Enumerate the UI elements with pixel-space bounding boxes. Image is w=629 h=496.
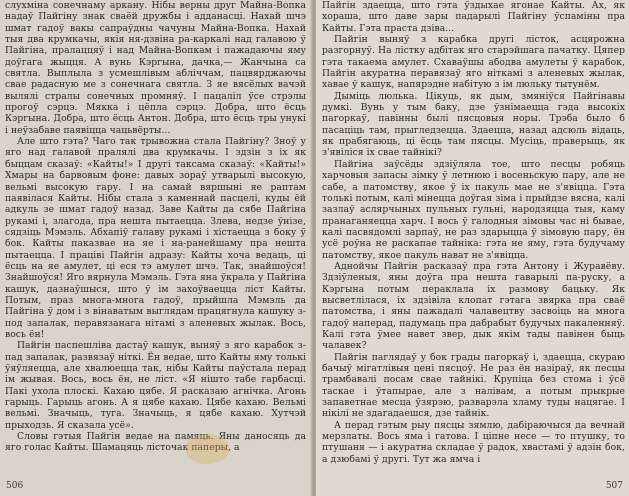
paragraph: Пайгін здаецца, што гэта ўздыхае ягонае Кайты. Ах, як хораша, што даве зары падарылі Пайгіну ўспаміны пра Кайты. Гэта праста дзіва... — [322, 0, 625, 34]
paper-stain — [185, 434, 229, 464]
paragraph: Пайгін выняў з карабка другі лісток, асцярожна разгорнуў. На лістку адбітак яго старэйшага пачатку. Цяпер гэта такаема амулет. Схаваўшы абодва амулеты ў карабок, Пайгін акуратна перавязаў яго ніткамі з аленевых жылак, хавае ў кашук, напярэдне набітую з ім люльку тытунём. — [322, 34, 625, 91]
paragraph: слухміна сонечнаму аркану. Нібы верны друг Майна-Вопка надаў Пайгіну знак сваёй дружбы і адданасці. Нахай шчэ шмат гадоў вакы сапраўдны чачуны Майна-Вопка. Нахай тыя два крумкачы, якія ня-дзвіна ра-каркалі над галавою ў Пайгіна, пралаццяў і над Майна-Вопкам і пажадаючы яму доўгага жыцця. А вунь Кэргына, дачка,— Жанчына са святла. Выплыла з усмешлівым абліччам, пацвярджаючы свае радасную ме з сонечнага святла. З яе вясёлых вачэй вылялі стралы сонечных промняў. І пацаліл ўсе стрэлы прогоў сэрцэ. Мякка і цёпла сэрцэ. Добра, што ёсць Кэргына. Добра, што ёсць Антон. Добра, што ёсць тры унукі і неўзабаве паявіцца чацьвёрты... — [5, 0, 306, 136]
paragraph: Дыміць люлька. Цікуць, як дым, змяніўся Пайгінавы думкі. Вунь у тым баку, дзе ўзнімаецца гэда высокіх пагоркаў, павінны былі пясцовыя норы. Трэба было б пасаціць там, прыгледзецца. Здаецца, назад адсюль відаць, як прабягаюць, ці ёсць там пясцы. Мусіць, праверыць, як з'явіліся іх свае тайнікі? — [322, 90, 625, 159]
paragraph: Словы гэтыя Пайгін ведае на памяць. Яны даносяць да яго голас Кайты. Шамацяць лісточак паперы, а — [5, 431, 306, 454]
left-page — [0, 0, 312, 496]
paragraph: Але што гэта? Чаго так трывожна стала Пайгіну? Зноў у яго над галавой пралялі два крумкачы. І здзін з іх як быццам сказаў: «Кайты!» І другі таксама сказаў: «Кайты!» Хмары на барвовым фоне: давых зораў утварылі высокую, вельмі высокую гару. І на самай вяршыні яе раптам паявілася Кайты. Нібы стала з каменнай пасцелі, куды ёй адкуль зе шмат гадоў назад. Заве Кайты да сябе Пайгіна рукамі і, злагода, пра нешта пытаецца. Злева, недзе ўнізе, сядзіць Мэмэль. Абхапіў галаву рукамі і хістаецца з боку ў бок. Кайты паказвае на яе і на-ранейшаму пра нешта пытаецца. І праціві Пайгін адразу: Кайты хоча ведаць, ці ёсць на яе амулет, ці еся тэ амулет шчэ. Так, знайшоўся! Знайшоўся! Яго вярнула Мэмэль. Гэта яна ўкрала у Пайгіна кашук, дазнаўшыся, што ў ім захоўваецца ліст Кайты. Потым, праз многа-многа гадоў, прыйшла Мэмэль да Пайгіна ў дом і з вінаватым выглядам працягнула кашуку з-под запалак, перавязанага нітамі з аленевых жылак. Вось, вось ён! — [5, 136, 306, 340]
page-number-right: 507 — [605, 481, 623, 491]
paragraph: Пайгін паглядаў у бок грады пагоркаў і, здаецца, скураю бачыў мігатлівыя цені пясцоў. Не раз ён назіраў, як песцы трамбавалі посам свае тайнікі. Крупіца без стома і ўсё таскае і ўтапырае, але з налівам, а потым прыкрые запаветнае месца ўзярэю, разварэла хламу туды нацягае. І нікілі не здагадаешся, дзе тайнік. — [322, 351, 625, 420]
paragraph: А перад гэтым рыу пясцы зямлю, дабіраючыся да вечнай мерзлаты. Вось яма і гатова. І ціпне несе — то птушку, то птушаня — і акуратна складае ў радок, хвастамі ў адзін бок, а дзюбамі ў другі. Тут жа ямча і — [322, 419, 625, 465]
paragraph: Пайгін паспешліва дастаў кашук, выняў з яго карабок з-пад запалак, развязаў ніткі. Ён ведае, што Кайты яму толькі ўяўляецца, але хвалюецца так, нібы Кайты паўстала перад ім жывая. Вось, вось ён, не ліст. «Я нішто табе гарбасці. Пакі ухола плоскі. Кахаю цябе. Я расказаю агнічка. Агонь гарыць. Гарыць агонь. А я цябе кахаю. Цябе кахаю. Вельмі вельмі. Значыць, туга. Значыць, я цябе кахаю. Хутчэй прыходзь. Я сказала усё». — [5, 340, 306, 431]
paragraph: Аднойчы Пайгін расказаў пра гэта Антону і Журавёву. Здзіўленыя, яны доўга пра нешта гаварылі па-руску, а Кэргына потым пераклала іх размову бацьку. Як высветлілася, іх здзівіла клопат гэтага звярка пра сваё патомства, і яны пажадалі чалавецтву засвоіць на многа гадоў наперад, падумаць пра дабрабыт будучых пакаленняў. Калі гэта ўмее навет звер, дык якім тады павінен быць чалавек? — [322, 260, 625, 352]
paragraph: Пайгіна заўсёды здзіўляла тое, што песцы робяць харчовыя запасы зімку ў летнюю і восеньскую пару, але не сабе, а патомству, якое ў іх пакуль мае не з'явіцца. Гэта толькі потым, калі мінецца доўгая зіма і прыйдзе вясна, калі зазлаў аслярчыных пульных гульні, народзяцца тыя, каму пранаганяецца харч. І вось ў галодныя зімовы час ні бывае, калі пасвядомлі зарпаў, не раз здарыцца ў зімовую пару, ён усё роўна не раскапае тайніка: гэта не яму, гэта будучаму патомству, якое пакуль нават не з'явіцца. — [322, 158, 625, 261]
page-number-left: 506 — [6, 481, 24, 491]
right-page-text — [322, 0, 625, 465]
right-page — [316, 0, 629, 496]
left-page-text — [5, 0, 306, 454]
